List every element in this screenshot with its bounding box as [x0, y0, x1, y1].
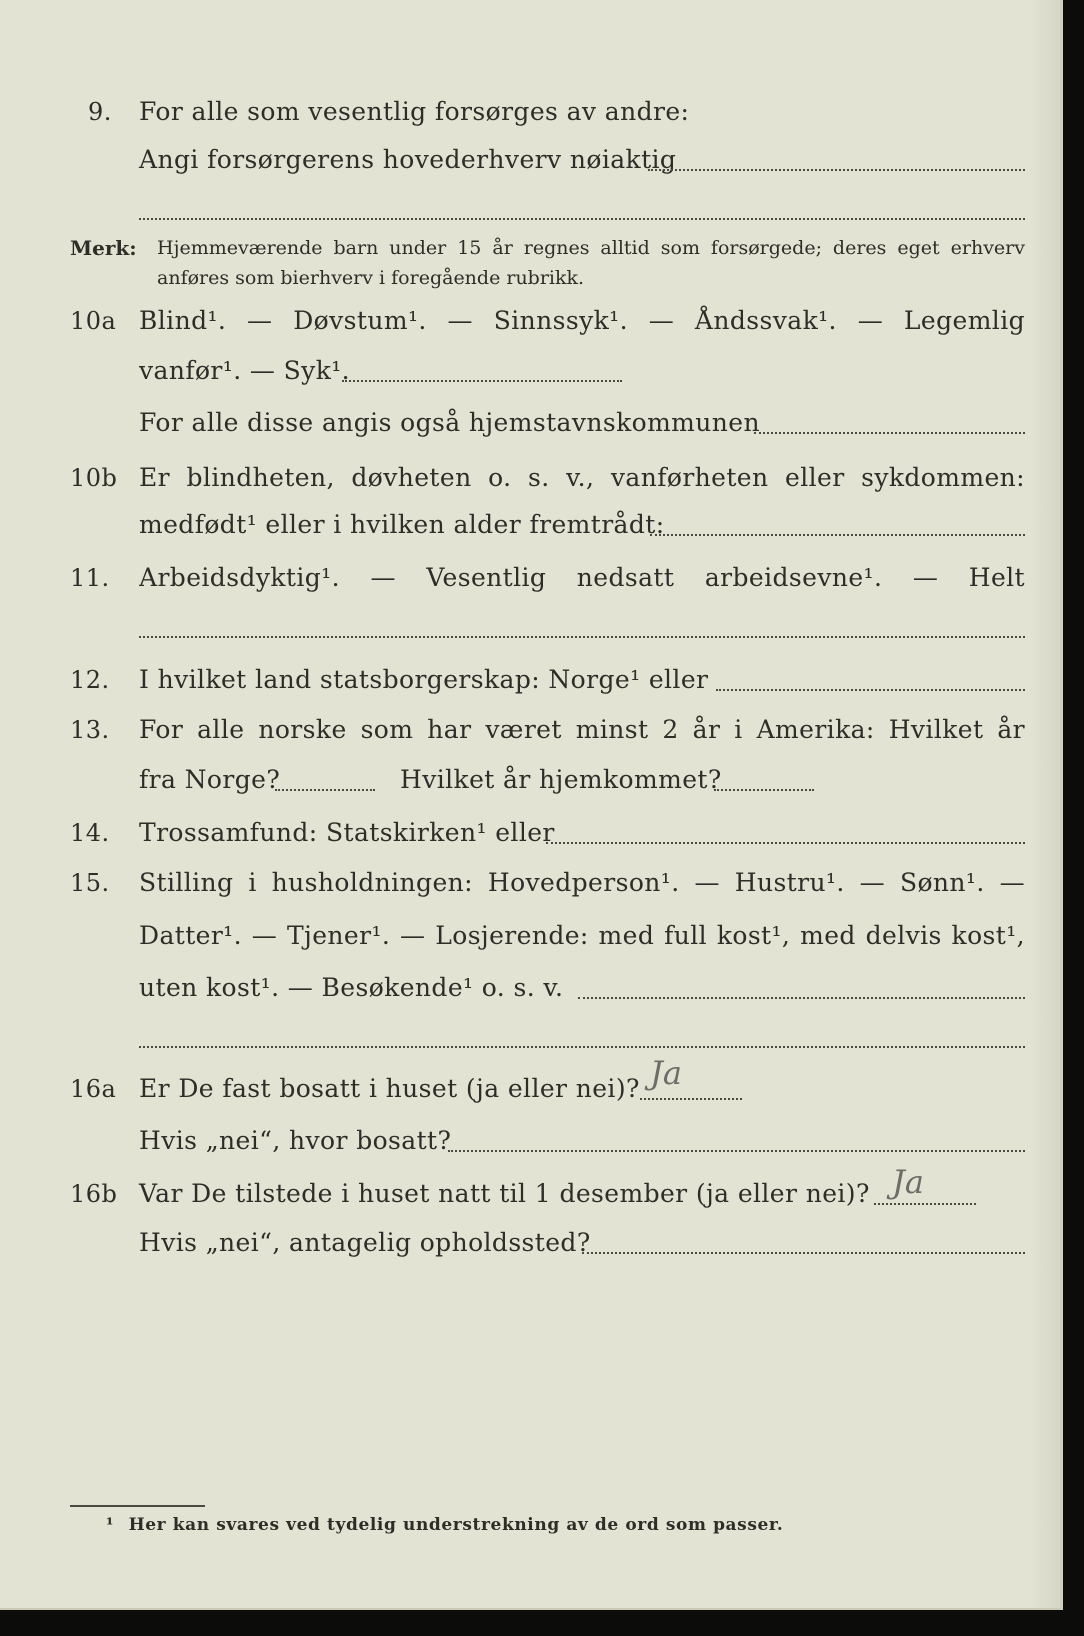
q16a-line-2: Hvis „nei“, hvor bosatt?	[139, 1126, 452, 1155]
q16b-handwritten-answer: Ja	[892, 1163, 924, 1201]
q12-answer-field[interactable]	[716, 689, 1025, 691]
footnote-text: Her kan svares ved tydelig understrekning av de ord som passer.	[128, 1515, 784, 1535]
q13-line-2b: Hvilket år hjemkommet?	[400, 765, 722, 794]
q16a-row-2	[0, 1121, 1060, 1161]
q15-answer-line-2[interactable]	[139, 1046, 1025, 1048]
q13-row-1	[0, 710, 1060, 750]
q11-number: 11.	[70, 564, 110, 592]
q10b-line-1: Er blindheten, døvheten o. s. v., vanførheten eller sykdommen:	[139, 463, 1025, 492]
q14-line-1: Trossamfund: Statskirken¹ eller	[139, 818, 555, 847]
q14-number: 14.	[70, 819, 110, 847]
q15-row-3	[0, 968, 1060, 1008]
q10b-number: 10b	[70, 464, 118, 492]
q13-number: 13.	[70, 716, 110, 744]
q14-row-1	[0, 813, 1060, 853]
q16a-number: 16a	[70, 1075, 117, 1103]
q9-row-2	[0, 140, 1060, 180]
q11-row-1	[0, 558, 1060, 598]
q11-answer-line[interactable]	[139, 636, 1025, 638]
q13-line-2a: fra Norge?	[139, 765, 281, 794]
q15-answer-field[interactable]	[578, 997, 1025, 999]
q13-reist-field[interactable]	[275, 789, 375, 791]
merk-line-1: Hjemmeværende barn under 15 år regnes alltid som forsørgede; deres eget erhverv	[157, 237, 1025, 259]
q16b-number: 16b	[70, 1180, 118, 1208]
merk-note	[0, 233, 1060, 293]
q15-line-1: Stilling i husholdningen: Hovedperson¹. — Hustru¹. — Sønn¹. —	[139, 868, 1025, 897]
q15-line-3: uten kost¹. — Besøkende¹ o. s. v.	[139, 973, 564, 1002]
merk-line-2: anføres som bierhverv i foregående rubrikk.	[157, 267, 585, 289]
q11-line-1: Arbeidsdyktig¹. — Vesentlig nedsatt arbeidsevne¹. — Helt	[139, 563, 1025, 592]
q16a-handwritten-answer: Ja	[650, 1054, 682, 1092]
q15-line-2: Datter¹. — Tjener¹. — Losjerende: med full kost¹, med delvis kost¹,	[139, 921, 1025, 950]
q16a-bosatt-field[interactable]	[448, 1150, 1025, 1152]
q9-answer-line-2[interactable]	[139, 218, 1025, 220]
q10b-line-2: medfødt¹ eller i hvilken alder fremtrådt:	[139, 510, 665, 539]
q12-row-1	[0, 660, 1060, 700]
q10b-row-2	[0, 505, 1060, 545]
q10a-line-3: For alle disse angis også hjemstavnskommunen	[139, 408, 760, 437]
q15-row-1	[0, 863, 1060, 903]
q14-answer-field[interactable]	[546, 842, 1025, 844]
q9-row-1	[0, 92, 1060, 132]
q9-line-2: Angi forsørgerens hovederhverv nøiaktig	[139, 145, 677, 174]
q10a-kommune-field[interactable]	[754, 432, 1025, 434]
q16b-opholdssted-field[interactable]	[582, 1252, 1025, 1254]
q13-hjemkommet-field[interactable]	[714, 789, 814, 791]
q9-answer-field[interactable]	[648, 169, 1025, 171]
q10a-line-2: vanfør¹. — Syk¹.	[139, 356, 351, 385]
footnote	[106, 1512, 783, 1538]
merk-label: Merk:	[70, 236, 137, 260]
q10b-row-1	[0, 458, 1060, 498]
q12-number: 12.	[70, 666, 110, 694]
q9-number: 9.	[88, 98, 112, 126]
q16a-line-1: Er De fast bosatt i huset (ja eller nei)?	[139, 1074, 640, 1103]
q15-number: 15.	[70, 869, 110, 897]
footnote-rule	[70, 1505, 205, 1507]
q16b-line-2: Hvis „nei“, antagelig opholdssted?	[139, 1228, 591, 1257]
q16b-answer-field[interactable]	[874, 1203, 976, 1205]
q9-line-1: For alle som vesentlig forsørges av andre:	[139, 97, 690, 126]
q16b-line-1: Var De tilstede i huset natt til 1 desember (ja eller nei)?	[139, 1179, 870, 1208]
footnote-mark: ¹	[106, 1515, 115, 1535]
q10a-number: 10a	[70, 307, 117, 335]
q16a-row-1	[0, 1054, 1060, 1109]
q10a-line-1: Blind¹. — Døvstum¹. — Sinnssyk¹. — Åndssvak¹. — Legemlig	[139, 306, 1025, 335]
q16b-row-1	[0, 1163, 1060, 1214]
q16a-answer-field[interactable]	[640, 1098, 742, 1100]
q10a-row-3	[0, 403, 1060, 443]
merk-text	[157, 233, 1025, 293]
q10a-syk-field[interactable]	[342, 380, 622, 382]
q16b-row-2	[0, 1223, 1060, 1263]
q12-line-1: I hvilket land statsborgerskap: Norge¹ eller	[139, 665, 709, 694]
q13-line-1: For alle norske som har været minst 2 år i Amerika: Hvilket år	[139, 715, 1025, 744]
q13-row-2	[0, 760, 1060, 800]
q10a-row-2	[0, 351, 1060, 391]
q10a-row-1	[0, 301, 1060, 341]
q15-row-2	[0, 916, 1060, 956]
q10b-answer-field[interactable]	[650, 534, 1025, 536]
